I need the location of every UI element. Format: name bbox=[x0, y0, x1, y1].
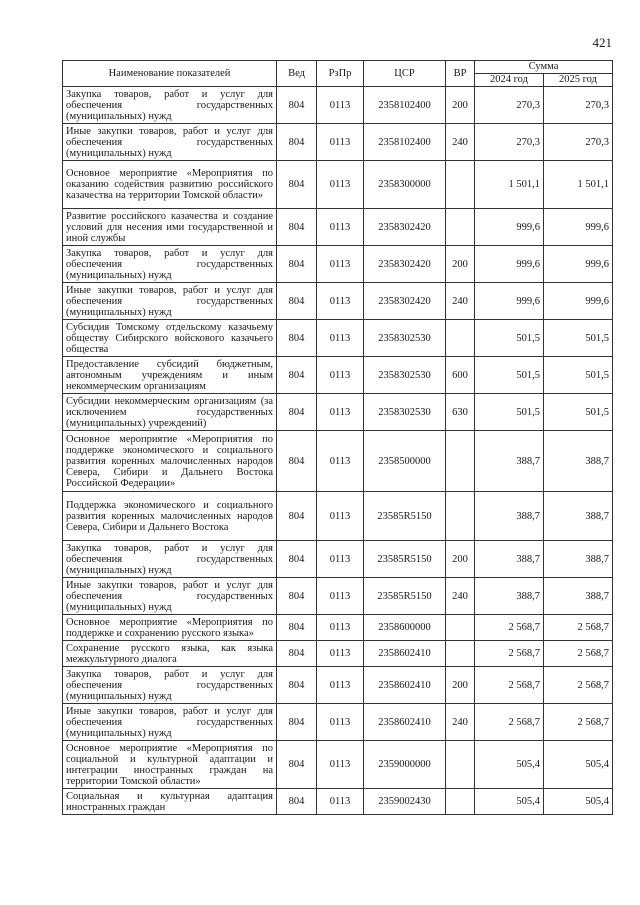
row-rzpr: 0113 bbox=[317, 161, 364, 209]
row-sum-2025: 501,5 bbox=[544, 357, 613, 394]
row-rzpr: 0113 bbox=[317, 283, 364, 320]
row-ved: 804 bbox=[277, 320, 317, 357]
row-sum-2025: 2 568,7 bbox=[544, 615, 613, 641]
row-ved: 804 bbox=[277, 741, 317, 789]
row-ved: 804 bbox=[277, 578, 317, 615]
row-name: Закупка товаров, работ и услуг для обеспечения государственных (муниципальных) нужд bbox=[63, 667, 277, 704]
header-ved: Вед bbox=[277, 61, 317, 87]
row-rzpr: 0113 bbox=[317, 246, 364, 283]
row-vr: 240 bbox=[446, 578, 475, 615]
row-name: Субсидия Томскому отдельскому казачьему обществу Сибирского войскового казачьего общества bbox=[63, 320, 277, 357]
row-sum-2024: 999,6 bbox=[475, 246, 544, 283]
header-name: Наименование показателей bbox=[63, 61, 277, 87]
row-sum-2024: 388,7 bbox=[475, 541, 544, 578]
row-name: Развитие российского казачества и создание условий для несения ими государственной и иной службы bbox=[63, 209, 277, 246]
row-csr: 23585R5150 bbox=[364, 578, 446, 615]
row-sum-2025: 388,7 bbox=[544, 578, 613, 615]
row-rzpr: 0113 bbox=[317, 320, 364, 357]
row-sum-2025: 388,7 bbox=[544, 431, 613, 492]
row-ved: 804 bbox=[277, 283, 317, 320]
table-row bbox=[63, 320, 613, 357]
row-name: Основное мероприятие «Мероприятия по социальной и культурной адаптации и интеграции иностранных граждан на территории Томской области» bbox=[63, 741, 277, 789]
row-csr: 2358300000 bbox=[364, 161, 446, 209]
row-sum-2024: 505,4 bbox=[475, 741, 544, 789]
row-vr: 200 bbox=[446, 87, 475, 124]
row-sum-2025: 505,4 bbox=[544, 741, 613, 789]
row-sum-2025: 2 568,7 bbox=[544, 641, 613, 667]
row-vr: 200 bbox=[446, 541, 475, 578]
row-vr bbox=[446, 209, 475, 246]
row-sum-2025: 388,7 bbox=[544, 541, 613, 578]
row-sum-2024: 270,3 bbox=[475, 124, 544, 161]
table-row bbox=[63, 124, 613, 161]
row-name: Предоставление субсидий бюджетным, автономным учреждениям и иным некоммерческим организациям bbox=[63, 357, 277, 394]
row-csr: 2358602410 bbox=[364, 704, 446, 741]
row-ved: 804 bbox=[277, 431, 317, 492]
row-sum-2025: 999,6 bbox=[544, 209, 613, 246]
row-sum-2025: 501,5 bbox=[544, 320, 613, 357]
row-rzpr: 0113 bbox=[317, 541, 364, 578]
table-row bbox=[63, 209, 613, 246]
row-csr: 2359002430 bbox=[364, 789, 446, 815]
row-ved: 804 bbox=[277, 209, 317, 246]
row-sum-2024: 2 568,7 bbox=[475, 667, 544, 704]
row-name: Закупка товаров, работ и услуг для обеспечения государственных (муниципальных) нужд bbox=[63, 541, 277, 578]
row-rzpr: 0113 bbox=[317, 615, 364, 641]
row-sum-2025: 388,7 bbox=[544, 492, 613, 541]
row-name: Субсидии некоммерческим организациям (за исключением государственных (муниципальных) учреждений) bbox=[63, 394, 277, 431]
row-ved: 804 bbox=[277, 641, 317, 667]
row-csr: 2358302530 bbox=[364, 320, 446, 357]
row-name: Закупка товаров, работ и услуг для обеспечения государственных (муниципальных) нужд bbox=[63, 87, 277, 124]
row-vr: 200 bbox=[446, 246, 475, 283]
header-vr: ВР bbox=[446, 61, 475, 87]
row-name: Иные закупки товаров, работ и услуг для обеспечения государственных (муниципальных) нужд bbox=[63, 704, 277, 741]
row-vr: 240 bbox=[446, 283, 475, 320]
row-sum-2024: 501,5 bbox=[475, 357, 544, 394]
row-name: Социальная и культурная адаптация иностранных граждан bbox=[63, 789, 277, 815]
row-sum-2024: 505,4 bbox=[475, 789, 544, 815]
row-vr: 600 bbox=[446, 357, 475, 394]
row-sum-2025: 270,3 bbox=[544, 124, 613, 161]
row-csr: 2358500000 bbox=[364, 431, 446, 492]
row-csr: 2358102400 bbox=[364, 124, 446, 161]
row-vr bbox=[446, 641, 475, 667]
row-sum-2024: 388,7 bbox=[475, 492, 544, 541]
row-ved: 804 bbox=[277, 87, 317, 124]
header-rzpr: РзПр bbox=[317, 61, 364, 87]
table-row bbox=[63, 667, 613, 704]
row-csr: 2358302530 bbox=[364, 357, 446, 394]
row-csr: 2358600000 bbox=[364, 615, 446, 641]
row-name: Иные закупки товаров, работ и услуг для обеспечения государственных (муниципальных) нужд bbox=[63, 124, 277, 161]
row-rzpr: 0113 bbox=[317, 394, 364, 431]
row-vr bbox=[446, 615, 475, 641]
row-rzpr: 0113 bbox=[317, 667, 364, 704]
row-sum-2025: 2 568,7 bbox=[544, 704, 613, 741]
table-row bbox=[63, 578, 613, 615]
table-row bbox=[63, 246, 613, 283]
row-ved: 804 bbox=[277, 615, 317, 641]
row-csr: 2358302420 bbox=[364, 246, 446, 283]
header-2024: 2024 год bbox=[475, 74, 544, 87]
row-csr: 2358302420 bbox=[364, 283, 446, 320]
table-row bbox=[63, 789, 613, 815]
row-ved: 804 bbox=[277, 541, 317, 578]
row-sum-2025: 501,5 bbox=[544, 394, 613, 431]
row-ved: 804 bbox=[277, 789, 317, 815]
row-sum-2025: 999,6 bbox=[544, 246, 613, 283]
row-ved: 804 bbox=[277, 246, 317, 283]
row-csr: 2359000000 bbox=[364, 741, 446, 789]
row-vr bbox=[446, 431, 475, 492]
row-sum-2024: 270,3 bbox=[475, 87, 544, 124]
row-ved: 804 bbox=[277, 161, 317, 209]
row-ved: 804 bbox=[277, 667, 317, 704]
row-sum-2025: 505,4 bbox=[544, 789, 613, 815]
row-sum-2024: 2 568,7 bbox=[475, 641, 544, 667]
row-csr: 2358102400 bbox=[364, 87, 446, 124]
table-row bbox=[63, 541, 613, 578]
row-vr: 240 bbox=[446, 704, 475, 741]
row-sum-2024: 501,5 bbox=[475, 320, 544, 357]
row-rzpr: 0113 bbox=[317, 124, 364, 161]
table-row bbox=[63, 283, 613, 320]
header-csr: ЦСР bbox=[364, 61, 446, 87]
table-row bbox=[63, 161, 613, 209]
row-vr: 630 bbox=[446, 394, 475, 431]
row-csr: 2358602410 bbox=[364, 667, 446, 704]
row-csr: 2358302420 bbox=[364, 209, 446, 246]
row-rzpr: 0113 bbox=[317, 87, 364, 124]
row-sum-2024: 388,7 bbox=[475, 578, 544, 615]
row-sum-2024: 388,7 bbox=[475, 431, 544, 492]
row-name: Основное мероприятие «Мероприятия по поддержке и сохранению русского языка» bbox=[63, 615, 277, 641]
row-csr: 23585R5150 bbox=[364, 492, 446, 541]
row-name: Иные закупки товаров, работ и услуг для обеспечения государственных (муниципальных) нужд bbox=[63, 578, 277, 615]
row-rzpr: 0113 bbox=[317, 209, 364, 246]
row-sum-2024: 999,6 bbox=[475, 283, 544, 320]
page-number: 421 bbox=[592, 35, 612, 50]
table-row bbox=[63, 394, 613, 431]
table-row bbox=[63, 87, 613, 124]
row-name: Сохранение русского языка, как языка межкультурного диалога bbox=[63, 641, 277, 667]
row-name: Основное мероприятие «Мероприятия по оказанию содействия развитию российского казачества на территории Томской области» bbox=[63, 161, 277, 209]
row-name: Поддержка экономического и социального развития коренных малочисленных народов Севера, Сибири и Дальнего Востока bbox=[63, 492, 277, 541]
header-2025: 2025 год bbox=[544, 74, 613, 87]
table-row bbox=[63, 357, 613, 394]
row-rzpr: 0113 bbox=[317, 578, 364, 615]
row-ved: 804 bbox=[277, 394, 317, 431]
row-rzpr: 0113 bbox=[317, 357, 364, 394]
row-rzpr: 0113 bbox=[317, 431, 364, 492]
row-sum-2024: 501,5 bbox=[475, 394, 544, 431]
row-vr: 240 bbox=[446, 124, 475, 161]
table-row bbox=[63, 741, 613, 789]
row-name: Иные закупки товаров, работ и услуг для обеспечения государственных (муниципальных) нужд bbox=[63, 283, 277, 320]
header-sum: Сумма bbox=[475, 61, 613, 74]
row-name: Закупка товаров, работ и услуг для обеспечения государственных (муниципальных) нужд bbox=[63, 246, 277, 283]
row-rzpr: 0113 bbox=[317, 492, 364, 541]
row-sum-2024: 2 568,7 bbox=[475, 704, 544, 741]
row-vr bbox=[446, 161, 475, 209]
table-row bbox=[63, 704, 613, 741]
row-rzpr: 0113 bbox=[317, 641, 364, 667]
table-row bbox=[63, 641, 613, 667]
table-row bbox=[63, 492, 613, 541]
row-sum-2024: 1 501,1 bbox=[475, 161, 544, 209]
row-ved: 804 bbox=[277, 357, 317, 394]
row-ved: 804 bbox=[277, 492, 317, 541]
row-sum-2024: 999,6 bbox=[475, 209, 544, 246]
row-vr bbox=[446, 789, 475, 815]
table-row bbox=[63, 615, 613, 641]
row-vr bbox=[446, 741, 475, 789]
row-vr bbox=[446, 320, 475, 357]
row-ved: 804 bbox=[277, 704, 317, 741]
row-sum-2025: 999,6 bbox=[544, 283, 613, 320]
row-sum-2025: 270,3 bbox=[544, 87, 613, 124]
row-rzpr: 0113 bbox=[317, 704, 364, 741]
row-sum-2025: 1 501,1 bbox=[544, 161, 613, 209]
row-ved: 804 bbox=[277, 124, 317, 161]
row-csr: 2358602410 bbox=[364, 641, 446, 667]
row-csr: 2358302530 bbox=[364, 394, 446, 431]
row-rzpr: 0113 bbox=[317, 789, 364, 815]
row-sum-2025: 2 568,7 bbox=[544, 667, 613, 704]
row-vr: 200 bbox=[446, 667, 475, 704]
table-row bbox=[63, 431, 613, 492]
row-name: Основное мероприятие «Мероприятия по поддержке экономического и социального развития коренных малочисленных народов Севера, Сибири и Дальнего Востока Российской Федерации» bbox=[63, 431, 277, 492]
row-rzpr: 0113 bbox=[317, 741, 364, 789]
budget-table bbox=[62, 60, 613, 815]
row-sum-2024: 2 568,7 bbox=[475, 615, 544, 641]
row-vr bbox=[446, 492, 475, 541]
row-csr: 23585R5150 bbox=[364, 541, 446, 578]
